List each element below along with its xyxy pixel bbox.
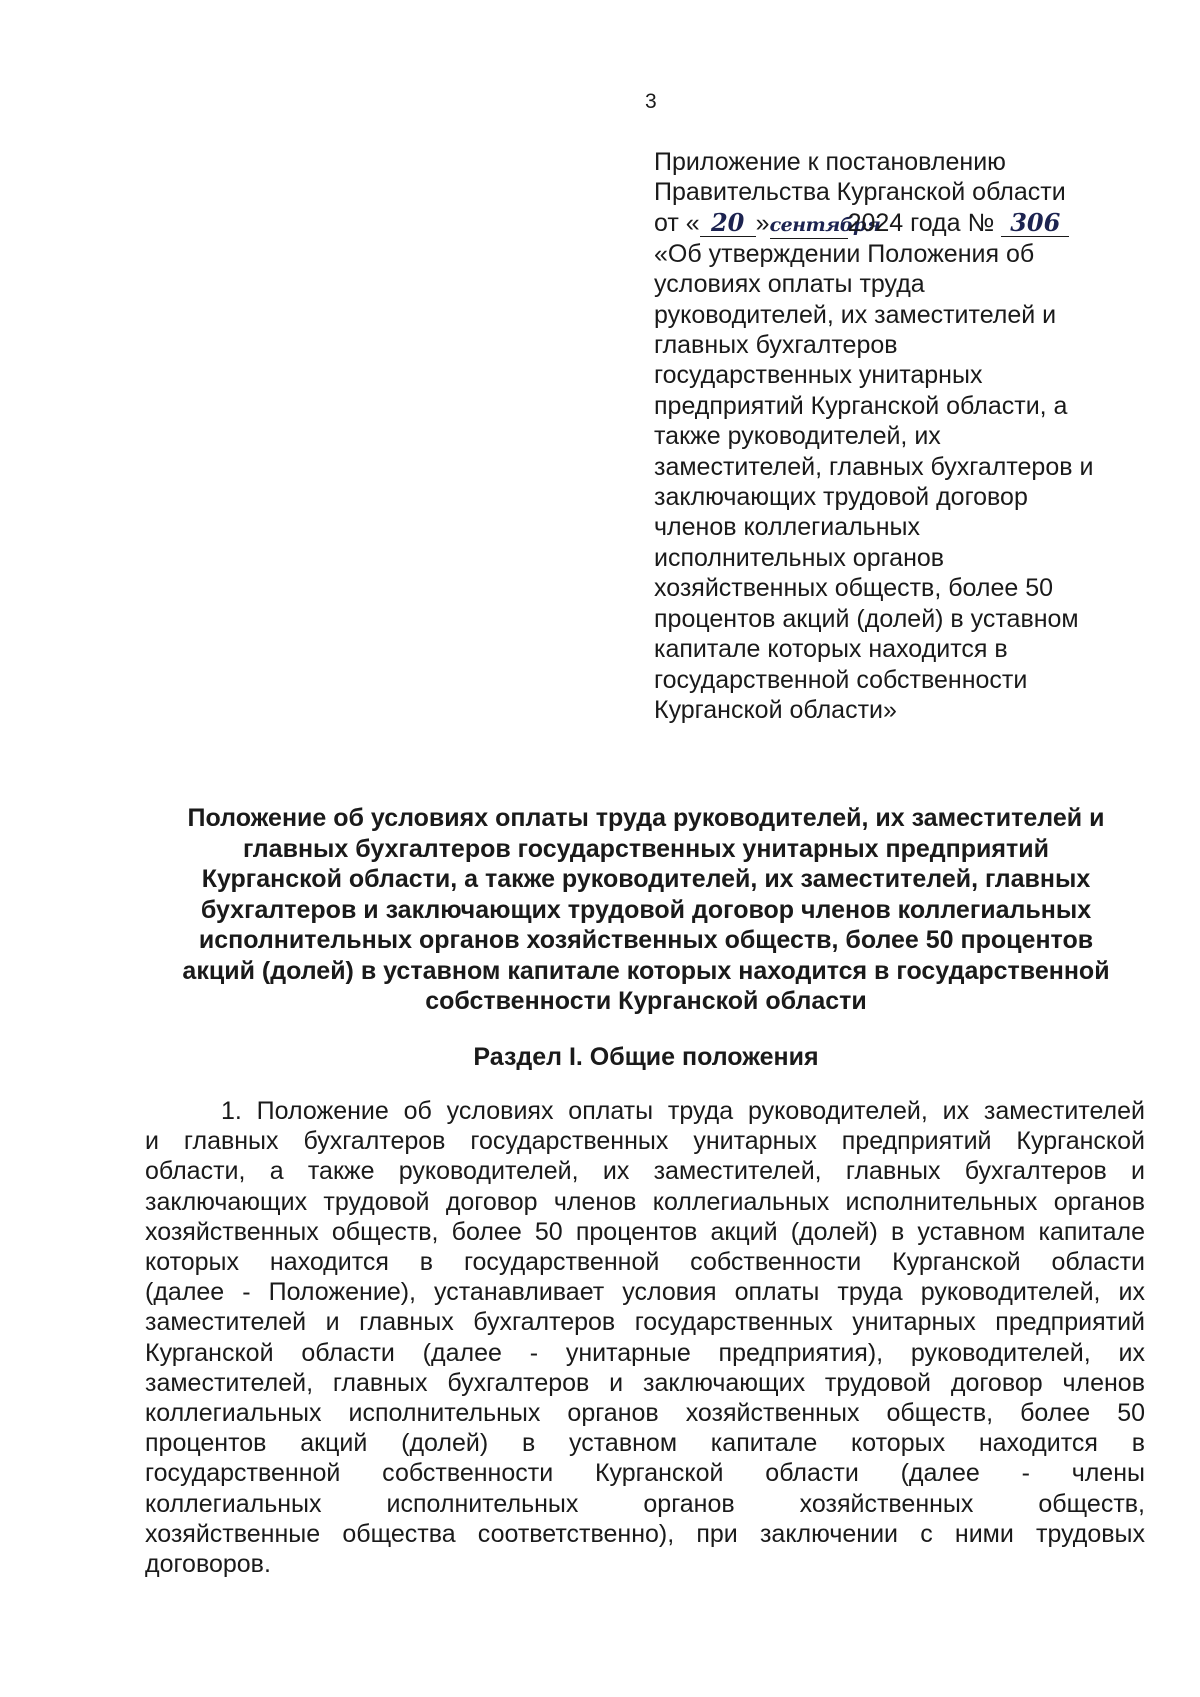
date-prefix: от « (654, 208, 700, 237)
title-line: акций (долей) в уставном капитале которых находится в государственной (182, 956, 1110, 985)
appendix-subject-line: членов коллегиальных (654, 513, 920, 542)
paragraph-line: 1. Положение об условиях оплаты труда руководителей, их заместителей (221, 1097, 1145, 1125)
paragraph-line: процентов акций (долей) в уставном капитале которых находится в (145, 1429, 1145, 1458)
appendix-block (654, 147, 1124, 725)
appendix-subject-line: «Об утверждении Положения об (654, 239, 1035, 268)
paragraph-line: коллегиальных исполнительных органов хозяйственных обществ, (145, 1489, 1145, 1518)
appendix-subject-line: процентов акций (долей) в уставном (654, 604, 1079, 633)
appendix-subject-line: предприятий Курганской области, а (654, 391, 1068, 420)
appendix-subject-line: государственных унитарных (654, 361, 983, 390)
paragraph-line: (далее - Положение), устанавливает условия оплаты труда руководителей, их (145, 1278, 1145, 1307)
appendix-subject-line: хозяйственных обществ, более 50 (654, 574, 1054, 603)
appendix-subject-line: капитале которых находится в (654, 635, 1008, 664)
page-number: 3 (645, 90, 657, 113)
title-line: собственности Курганской области (425, 987, 867, 1015)
paragraph-line: Курганской области (далее - унитарные предприятия), руководителей, их (145, 1338, 1145, 1367)
paragraph-line: коллегиальных исполнительных органов хозяйственных обществ, более 50 (145, 1399, 1145, 1428)
appendix-subject-line: Курганской области» (654, 695, 897, 724)
paragraph-line: договоров. (145, 1550, 271, 1579)
appendix-date-line (654, 208, 1124, 239)
title-line: главных бухгалтеров государственных унитарных предприятий (243, 834, 1049, 863)
paragraph-line: которых находится в государственной собственности Курганской области (145, 1248, 1145, 1277)
paragraph-line: заместителей, главных бухгалтеров и заключающих трудовой договор членов (145, 1368, 1145, 1397)
appendix-subject-line: условиях оплаты труда (654, 270, 925, 299)
title-line: Положение об условиях оплаты труда руководителей, их заместителей и (187, 804, 1105, 832)
document-title (150, 803, 1142, 1017)
appendix-subject-line: главных бухгалтеров (654, 331, 898, 360)
section-heading: Раздел I. Общие положения (473, 1043, 819, 1071)
paragraph-line: области, а также руководителей, их заместителей, главных бухгалтеров и (145, 1157, 1145, 1186)
date-year: 2024 года № (847, 208, 995, 237)
paragraph-line: заместителей и главных бухгалтеров государственных унитарных предприятий (145, 1308, 1145, 1337)
paragraph-line: заключающих трудовой договор членов коллегиальных исполнительных органов (145, 1187, 1145, 1216)
appendix-subject-line: руководителей, их заместителей и (654, 300, 1057, 329)
handwritten-day: 20 (700, 210, 756, 237)
appendix-subject-line: государственной собственности (654, 665, 1028, 694)
handwritten-decree-number: 306 (1001, 210, 1069, 237)
paragraph-line: и главных бухгалтеров государственных унитарных предприятий Курганской (145, 1127, 1145, 1156)
appendix-subject-line: исполнительных органов (654, 543, 945, 572)
appendix-line: Правительства Курганской области (654, 178, 1066, 207)
appendix-subject-line: заключающих трудовой договор (654, 483, 1028, 512)
handwritten-month: сентября (770, 212, 848, 239)
title-line: Курганской области, а также руководителей, их заместителей, главных (201, 865, 1091, 893)
title-line: исполнительных органов хозяйственных обществ, более 50 процентов (198, 926, 1094, 954)
appendix-subject-line: заместителей, главных бухгалтеров и (654, 452, 1094, 481)
paragraph-1 (145, 1096, 1145, 1579)
appendix-line: Приложение к постановлению (654, 148, 1006, 176)
appendix-subject-line: также руководителей, их (654, 422, 941, 451)
paragraph-line: хозяйственные общества соответственно), при заключении с ними трудовых (145, 1519, 1145, 1548)
paragraph-line: государственной собственности Курганской области (далее - члены (145, 1459, 1145, 1488)
date-day-close: » (755, 208, 770, 237)
title-line: бухгалтеров и заключающих трудовой договор членов коллегиальных (200, 895, 1092, 924)
paragraph-line: хозяйственных обществ, более 50 процентов акций (долей) в уставном капитале (145, 1217, 1145, 1246)
